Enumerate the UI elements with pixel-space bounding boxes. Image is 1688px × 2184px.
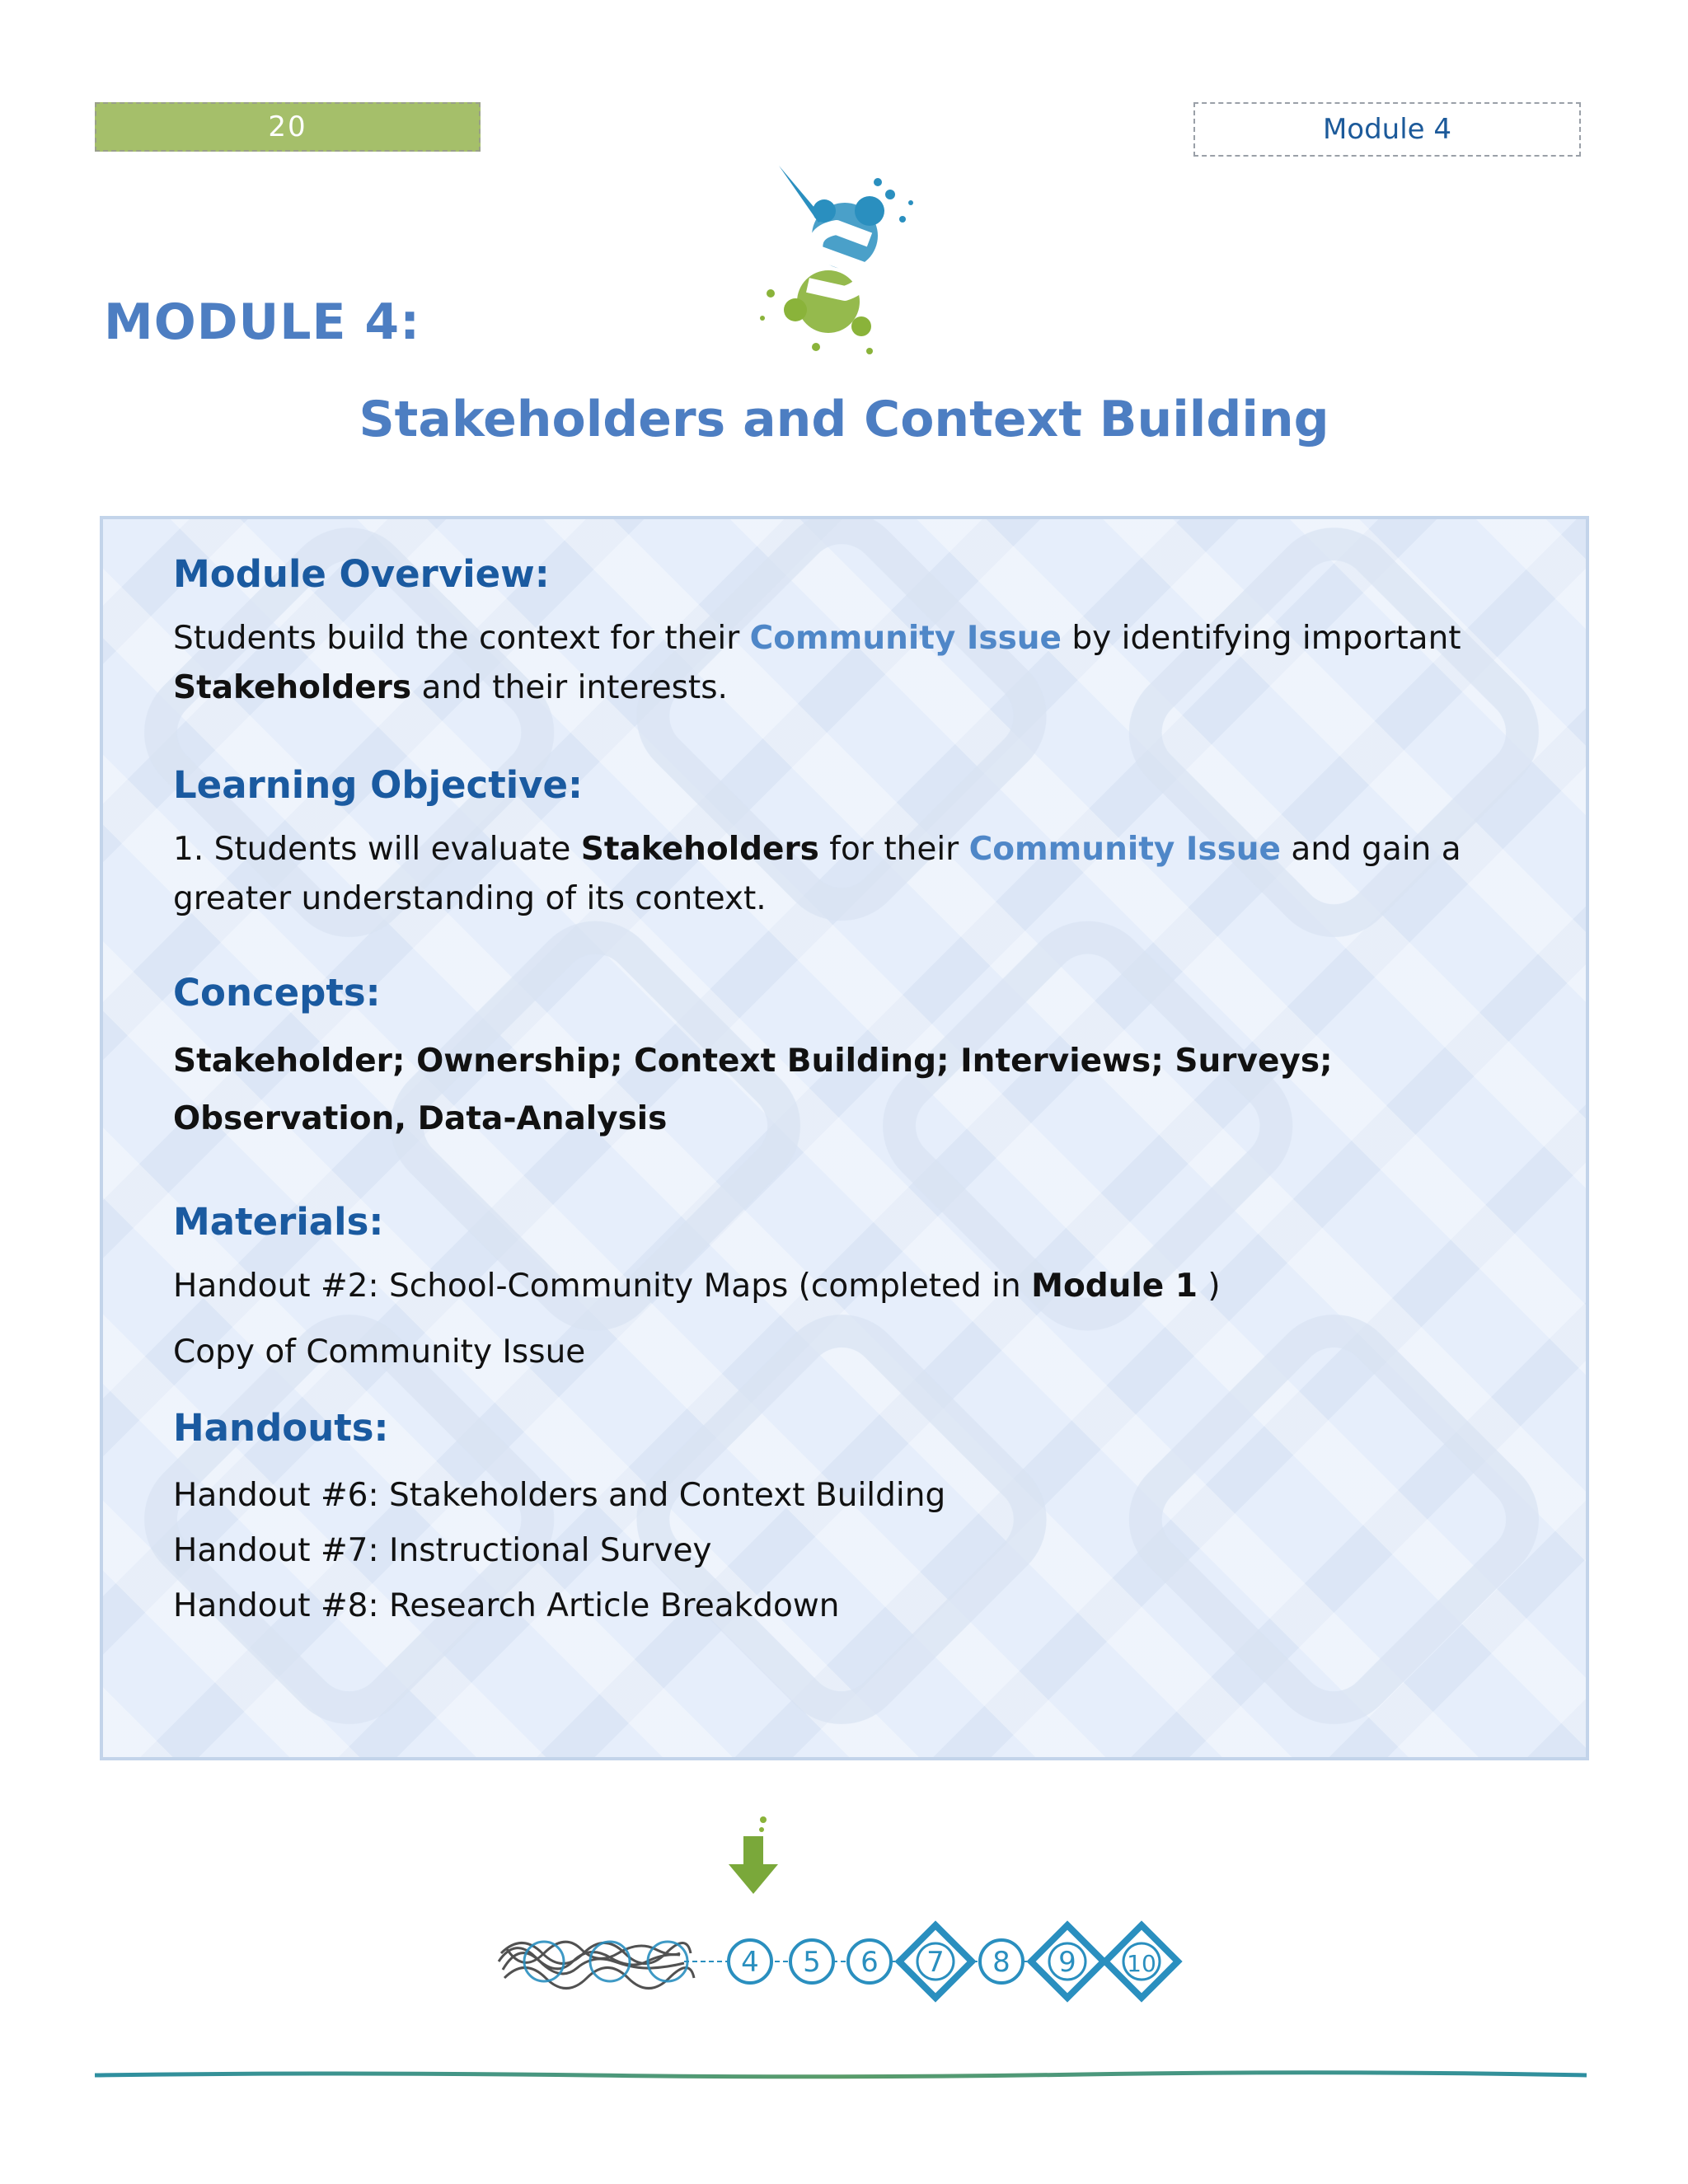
overview-text: [173, 614, 1536, 713]
objective-text: [173, 825, 1536, 924]
step-label-6: 6: [860, 1946, 879, 1979]
concepts-heading: Concepts:: [173, 971, 381, 1015]
overview-text-part: Students build the context for their: [173, 620, 750, 657]
page-number: 20: [268, 110, 307, 143]
handouts-list: [173, 1468, 1536, 1633]
overview-section: [173, 552, 1536, 713]
objective-text-part: for their: [818, 831, 969, 868]
step-label-7: 7: [926, 1946, 945, 1979]
materials-heading: Materials:: [173, 1200, 384, 1244]
module-title: Stakeholders and Context Building: [359, 391, 1329, 448]
handout-item: Handout #6: Stakeholders and Context Building: [173, 1477, 946, 1514]
concepts-text: Stakeholder; Ownership; Context Building; Interviews; Surveys; Observation, Data-Analysis: [173, 1043, 1333, 1137]
footer-divider: [95, 2067, 1587, 2083]
community-issue-term: Community Issue: [749, 620, 1062, 657]
step-label-9: 9: [1058, 1946, 1076, 1979]
handout-item: Handout #8: Research Article Breakdown: [173, 1587, 840, 1624]
page-number-box: [95, 102, 481, 152]
objective-text-part: 1. Students will evaluate: [173, 831, 581, 868]
materials-section: [173, 1200, 1536, 1377]
module-tag-box: [1193, 102, 1581, 157]
step-label-8: 8: [992, 1946, 1010, 1979]
stakeholders-term: Stakeholders: [173, 669, 412, 706]
objective-heading: Learning Objective:: [173, 763, 583, 807]
materials-text-part: Handout #2: School-Community Maps (completed in: [173, 1268, 1032, 1305]
module-progress-track: [495, 1912, 1187, 2011]
community-issue-term: Community Issue: [968, 831, 1281, 868]
overview-text-part: by identifying important: [1062, 620, 1461, 657]
handout-item: Handout #7: Instructional Survey: [173, 1532, 712, 1569]
stakeholders-term: Stakeholders: [580, 831, 819, 868]
objective-section: [173, 763, 1536, 924]
step-label-4: 4: [741, 1946, 759, 1979]
materials-text-part: ): [1197, 1268, 1221, 1305]
module-tag: Module 4: [1322, 113, 1452, 146]
objective-text-part: and gain a greater understanding of its context.: [173, 831, 1461, 917]
splash-logo-icon: [746, 162, 935, 363]
module-heading: MODULE 4:: [104, 293, 421, 351]
overview-text-part: and their interests.: [411, 669, 728, 706]
module-info-panel: [100, 516, 1589, 1760]
concepts-section: [173, 971, 1536, 1148]
step-label-10: 10: [1127, 1950, 1156, 1977]
module-1-term: Module 1: [1031, 1268, 1198, 1305]
materials-item: [173, 1262, 1536, 1311]
handouts-section: [173, 1406, 1536, 1633]
handouts-heading: Handouts:: [173, 1406, 389, 1450]
materials-item: Copy of Community Issue: [173, 1333, 586, 1371]
down-arrow-icon: [725, 1813, 783, 1896]
step-label-5: 5: [803, 1946, 821, 1979]
overview-heading: Module Overview:: [173, 552, 550, 596]
